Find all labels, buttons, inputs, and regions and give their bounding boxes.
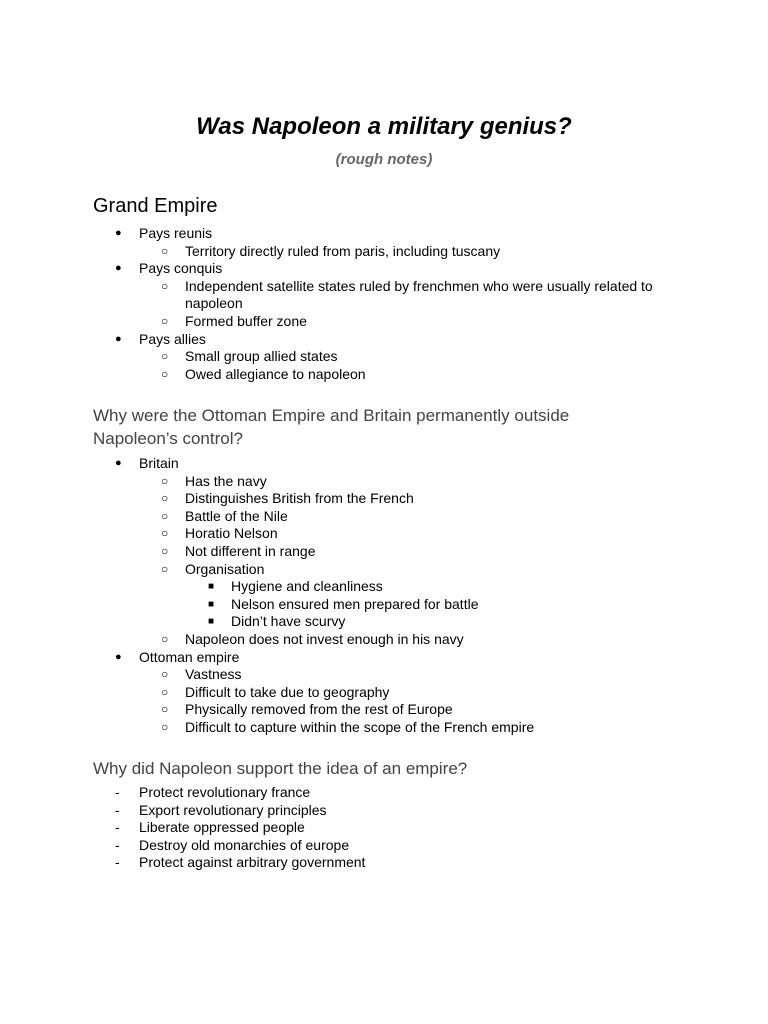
dash-marker: - (115, 836, 120, 853)
list-item-text: Pays allies (139, 330, 206, 347)
list-item-text: Protect against arbitrary government (139, 854, 366, 871)
list-item-text: Didn’t have scurvy (231, 613, 346, 630)
bullet-marker: ● (115, 457, 122, 469)
dash-marker: - (115, 784, 120, 800)
list-item (0, 490, 663, 508)
dash-marker: - (115, 819, 120, 836)
bullet-marker: ○ (161, 719, 169, 734)
list-item-text: Formed buffer zone (185, 312, 307, 329)
document-title: Was Napoleon a military genius? (196, 113, 572, 140)
bullet-marker: ○ (161, 313, 169, 328)
bullet-marker: ○ (161, 561, 169, 576)
list-item-text: Export revolutionary principles (139, 801, 327, 818)
list-item-text: Protect revolutionary france (139, 784, 311, 800)
bullet-marker: ○ (161, 526, 169, 541)
list-item (0, 331, 768, 349)
list-item (0, 455, 768, 473)
list-item-text: Organisation (185, 560, 265, 577)
bullet-marker: ○ (161, 491, 169, 506)
list-item (0, 225, 768, 243)
list-item (0, 784, 768, 802)
bullet-marker: ○ (161, 349, 169, 364)
list-item (0, 313, 663, 331)
bullet-marker: ○ (161, 473, 169, 488)
section-heading-grand-empire: Grand Empire (93, 195, 218, 217)
bullet-marker: ○ (161, 667, 169, 682)
bullet-marker: ■ (208, 598, 215, 610)
list-item-text: Small group allied states (185, 348, 338, 365)
list-item (0, 684, 663, 702)
list-item (0, 701, 663, 719)
document-subtitle: (rough notes) (335, 151, 433, 168)
list-item (0, 348, 663, 366)
bullet-marker: ● (115, 262, 122, 275)
list-item (0, 613, 768, 631)
list-item (0, 854, 768, 872)
bullet-marker: ○ (161, 243, 169, 258)
list-item (0, 473, 663, 491)
bullet-marker: ● (115, 332, 122, 345)
bullet-marker: ○ (161, 278, 169, 293)
bullet-marker: ● (115, 227, 122, 239)
list-item (0, 508, 663, 526)
list-item-text: Horatio Nelson (185, 525, 278, 542)
list-item-text: Difficult to capture within the scope of the French empire (185, 718, 535, 735)
list-item-text: Physically removed from the rest of Europe (185, 701, 453, 718)
list-item-text: Destroy old monarchies of europe (139, 836, 350, 853)
dash-list-empire-support (0, 784, 768, 872)
dash-marker: - (115, 854, 120, 871)
bullet-marker: ■ (208, 616, 215, 628)
section-heading-empire-support: Why did Napoleon support the idea of an empire? (93, 759, 468, 778)
bullet-marker: ○ (161, 684, 169, 699)
list-item (0, 837, 768, 855)
list-item-text: Vastness (185, 666, 242, 683)
list-item (0, 525, 663, 543)
list-item-text: Nelson ensured men prepared for battle (231, 595, 479, 612)
list-item-text: Napoleon does not invest enough in his navy (185, 630, 464, 647)
list-item (0, 819, 768, 837)
list-item (0, 578, 768, 596)
bullet-marker: ○ (161, 702, 169, 717)
bullet-list-ottoman-britain (0, 455, 768, 737)
list-item-text: Hygiene and cleanliness (231, 578, 383, 595)
list-item (0, 666, 663, 684)
list-item-text: Difficult to take due to geography (185, 683, 390, 700)
list-item-text: Battle of the Nile (185, 507, 288, 524)
bullet-marker: ○ (161, 508, 169, 523)
list-item-text: Territory directly ruled from paris, including tuscany (185, 242, 501, 259)
list-item (0, 278, 663, 313)
list-item-text: Not different in range (185, 542, 316, 559)
list-item-text: Has the navy (185, 472, 267, 489)
bullet-marker: ○ (161, 366, 169, 381)
list-item (0, 366, 663, 384)
list-item-text: Pays conquis (139, 260, 223, 277)
list-item (0, 596, 768, 614)
list-item (0, 561, 663, 579)
bullet-list-grand-empire (0, 225, 768, 383)
list-item-text: Britain (139, 455, 179, 471)
list-item-text: Pays reunis (139, 225, 213, 241)
list-item (0, 719, 663, 737)
list-item (0, 243, 663, 261)
list-item-text: Liberate oppressed people (139, 819, 305, 836)
list-item (0, 543, 663, 561)
bullet-marker: ■ (208, 581, 215, 593)
list-item-text: Ottoman empire (139, 648, 240, 665)
list-item-text: Distinguishes British from the French (185, 490, 414, 507)
list-item-text: Owed allegiance to napoleon (185, 365, 366, 382)
list-item (0, 649, 768, 667)
list-item-text: Independent satellite states ruled by frenchmen who were usually related to napoleon (185, 277, 653, 312)
section-heading-ottoman-britain: Why were the Ottoman Empire and Britain permanently outside Napoleon’s control? (93, 406, 570, 448)
list-item (0, 631, 663, 649)
bullet-marker: ● (115, 650, 122, 663)
list-item (0, 260, 768, 278)
bullet-marker: ○ (161, 543, 169, 558)
bullet-marker: ○ (161, 631, 169, 646)
dash-marker: - (115, 801, 120, 818)
list-item (0, 802, 768, 820)
